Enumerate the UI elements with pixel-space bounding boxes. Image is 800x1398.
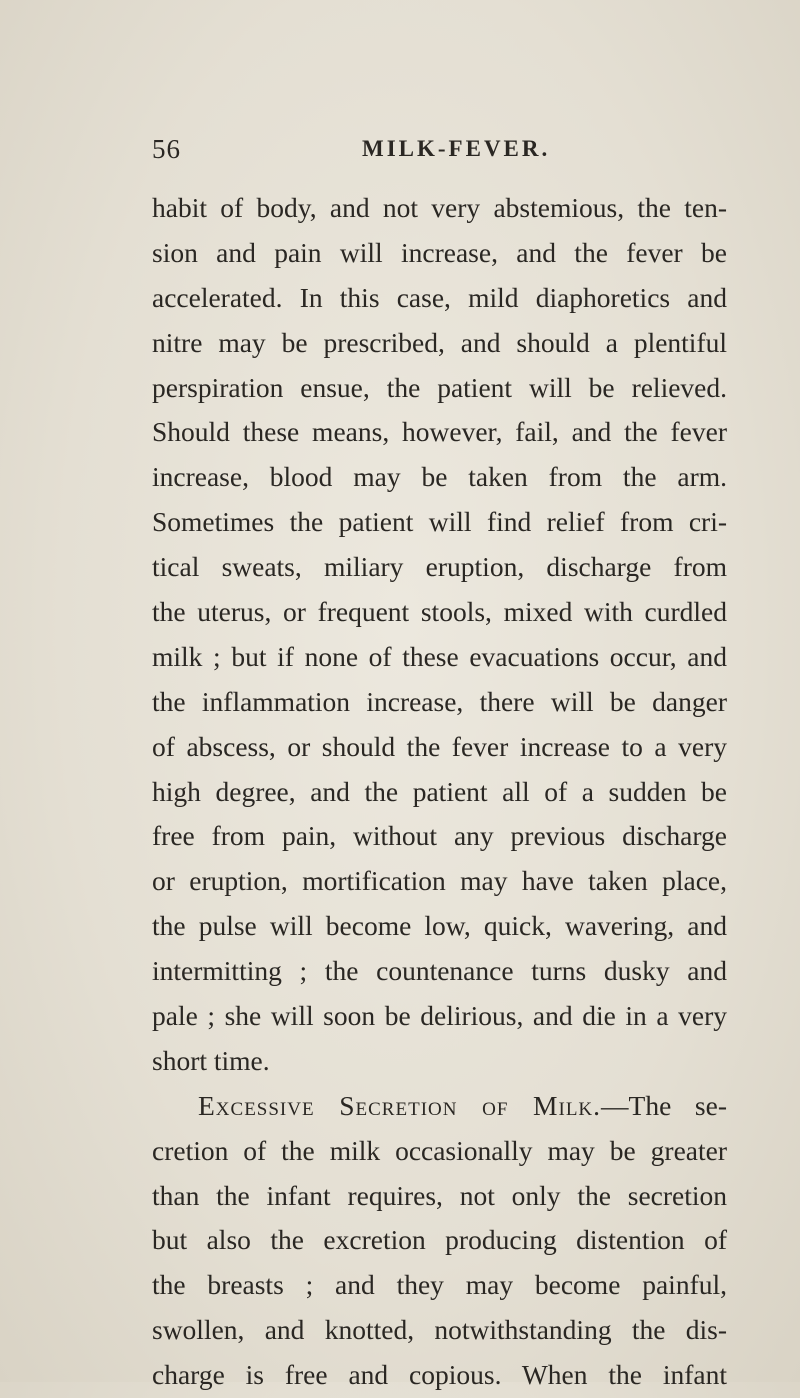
text-line: the breasts ; and they may become painful, xyxy=(152,1269,727,1301)
text-line: milk ; but if none of these evacuations occur, and xyxy=(152,640,727,672)
text-line: sion and pain will increase, and the fever be xyxy=(152,236,727,268)
text-line: increase, blood may be taken from the arm. xyxy=(152,461,727,493)
text-line: the uterus, or frequent stools, mixed with curdled xyxy=(152,596,727,628)
section-first-line-rest: —The se- xyxy=(601,1089,727,1121)
text-line: short time. xyxy=(152,1044,270,1076)
text-line: Should these means, however, fail, and the fever xyxy=(152,416,727,448)
text-line: charge is free and copious. When the infant xyxy=(152,1359,727,1391)
text-line: cretion of the milk occasionally may be greater xyxy=(152,1134,727,1166)
text-line: high degree, and the patient all of a sudden be xyxy=(152,775,727,807)
text-line: the pulse will become low, quick, wavering, and xyxy=(152,910,727,942)
text-line: intermitting ; the countenance turns dusky and xyxy=(152,955,727,987)
body-text xyxy=(152,186,727,1398)
running-title: MILK-FEVER. xyxy=(362,136,551,161)
page-number: 56 xyxy=(152,134,181,164)
text-line: than the infant requires, not only the secretion xyxy=(152,1179,727,1211)
text-line: habit of body, and not very abstemious, the ten- xyxy=(152,192,727,223)
text-line: free from pain, without any previous discharge xyxy=(152,820,727,852)
text-line: the inflammation increase, there will be danger xyxy=(152,685,727,717)
section-first-line xyxy=(152,1084,727,1129)
text-line: accelerated. In this case, mild diaphoretics and xyxy=(152,281,727,313)
text-line: swollen, and knotted, notwithstanding the dis- xyxy=(152,1314,727,1346)
text-line: perspiration ensue, the patient will be relieved. xyxy=(152,371,727,403)
text-line: of abscess, or should the fever increase to a very xyxy=(152,730,727,762)
text-line: but also the excretion producing distention of xyxy=(152,1224,727,1256)
section-heading: Excessive Secretion of Milk. xyxy=(198,1089,602,1121)
text-line: Sometimes the patient will find relief from cri- xyxy=(152,506,727,538)
text-line: nitre may be prescribed, and should a plentiful xyxy=(152,326,727,358)
text-line: tical sweats, miliary eruption, discharge from xyxy=(152,551,727,583)
running-head xyxy=(152,134,712,174)
text-line: or eruption, mortification may have taken place, xyxy=(152,865,727,897)
text-line: pale ; she will soon be delirious, and die in a very xyxy=(152,1000,727,1032)
